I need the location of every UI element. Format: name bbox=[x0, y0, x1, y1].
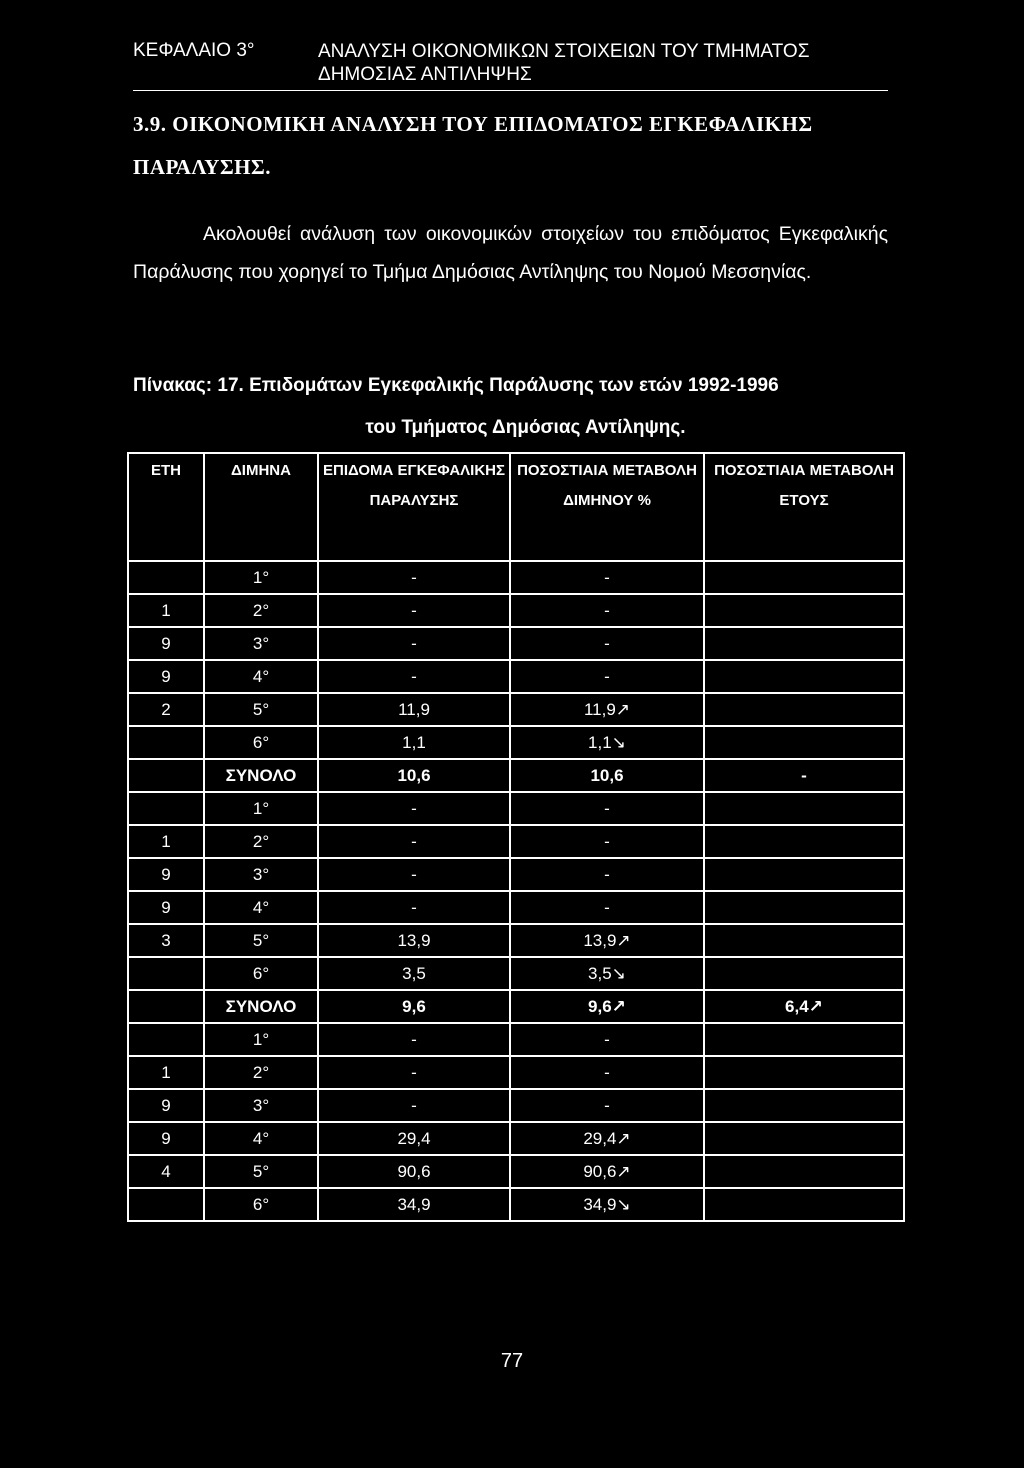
table-row bbox=[128, 561, 904, 594]
cell-change: - bbox=[510, 561, 704, 594]
cell-period: 4° bbox=[204, 660, 318, 693]
cell-annual bbox=[704, 1155, 904, 1188]
table-row bbox=[128, 1089, 904, 1122]
cell-annual bbox=[704, 1122, 904, 1155]
cell-amount: - bbox=[318, 660, 510, 693]
cell-annual bbox=[704, 693, 904, 726]
cell-annual bbox=[704, 594, 904, 627]
cell-change: - bbox=[510, 1056, 704, 1089]
header-rule bbox=[133, 90, 888, 91]
cell-period: ΣΥΝΟΛΟ bbox=[204, 759, 318, 792]
cell-year bbox=[128, 561, 204, 594]
cell-year: 1 bbox=[128, 1056, 204, 1089]
cell-year bbox=[128, 990, 204, 1023]
cell-amount: - bbox=[318, 1023, 510, 1056]
cell-annual bbox=[704, 1188, 904, 1221]
intro-paragraph: Ακολουθεί ανάλυση των οικονομικών στοιχείων του επιδόματος Εγκεφαλικής Παράλυσης που χορηγεί το Τμήμα Δημόσιας Αντίληψης του Νομού Μεσσηνίας. bbox=[133, 223, 888, 283]
cell-period: 4° bbox=[204, 891, 318, 924]
header-years: ΕΤΗ bbox=[128, 453, 204, 561]
cell-annual bbox=[704, 1023, 904, 1056]
cell-period: 6° bbox=[204, 1188, 318, 1221]
cell-change: 13,9↗ bbox=[510, 924, 704, 957]
cell-annual bbox=[704, 1056, 904, 1089]
cell-amount: - bbox=[318, 627, 510, 660]
cell-year bbox=[128, 957, 204, 990]
cell-period: 3° bbox=[204, 858, 318, 891]
cell-change: - bbox=[510, 1023, 704, 1056]
table-row bbox=[128, 1023, 904, 1056]
cell-amount: - bbox=[318, 561, 510, 594]
cell-annual bbox=[704, 1089, 904, 1122]
cell-change: 3,5↘ bbox=[510, 957, 704, 990]
cell-year bbox=[128, 1023, 204, 1056]
cell-year: 1 bbox=[128, 594, 204, 627]
cell-period: 1° bbox=[204, 792, 318, 825]
cell-amount: 90,6 bbox=[318, 1155, 510, 1188]
cell-amount: 29,4 bbox=[318, 1122, 510, 1155]
cell-amount: - bbox=[318, 1089, 510, 1122]
cell-amount: 11,9 bbox=[318, 693, 510, 726]
cell-annual bbox=[704, 561, 904, 594]
cell-year: 2 bbox=[128, 693, 204, 726]
cell-period: 5° bbox=[204, 693, 318, 726]
cell-change: - bbox=[510, 891, 704, 924]
cell-amount: - bbox=[318, 792, 510, 825]
cell-change: 1,1↘ bbox=[510, 726, 704, 759]
cell-period: 3° bbox=[204, 1089, 318, 1122]
header-periods: ΔΙΜΗΝΑ bbox=[204, 453, 318, 561]
table-row bbox=[128, 990, 904, 1023]
chapter-title-line2: ΔΗΜΟΣΙΑΣ ΑΝΤΙΛΗΨΗΣ bbox=[318, 64, 532, 85]
table-row bbox=[128, 660, 904, 693]
cell-annual: - bbox=[704, 759, 904, 792]
cell-change: - bbox=[510, 660, 704, 693]
cell-annual bbox=[704, 792, 904, 825]
cell-period: 6° bbox=[204, 957, 318, 990]
cell-year: 9 bbox=[128, 1122, 204, 1155]
cell-annual bbox=[704, 858, 904, 891]
cell-period: 5° bbox=[204, 924, 318, 957]
cell-change: - bbox=[510, 594, 704, 627]
cell-period: 2° bbox=[204, 825, 318, 858]
cell-change: 10,6 bbox=[510, 759, 704, 792]
table-row bbox=[128, 792, 904, 825]
cell-annual bbox=[704, 891, 904, 924]
table-header-row bbox=[128, 453, 904, 561]
cell-period: 5° bbox=[204, 1155, 318, 1188]
cell-change: - bbox=[510, 792, 704, 825]
cell-year bbox=[128, 759, 204, 792]
cell-amount: 1,1 bbox=[318, 726, 510, 759]
cell-change: 34,9↘ bbox=[510, 1188, 704, 1221]
cell-amount: - bbox=[318, 891, 510, 924]
table-row bbox=[128, 693, 904, 726]
table-row bbox=[128, 825, 904, 858]
table-row bbox=[128, 1056, 904, 1089]
header-period-change: ΠΟΣΟΣΤΙΑΙΑ ΜΕΤΑΒΟΛΗ ΔΙΜΗΝΟΥ % bbox=[510, 453, 704, 561]
cell-change: - bbox=[510, 825, 704, 858]
cell-annual bbox=[704, 660, 904, 693]
table-row bbox=[128, 1155, 904, 1188]
chapter-label: ΚΕΦΑΛΑΙΟ 3° bbox=[133, 40, 255, 61]
cell-period: 1° bbox=[204, 561, 318, 594]
header-amount: ΕΠΙΔΟΜΑ ΕΓΚΕΦΑΛΙΚΗΣ ΠΑΡΑΛΥΣΗΣ bbox=[318, 453, 510, 561]
cell-amount: 9,6 bbox=[318, 990, 510, 1023]
table-row bbox=[128, 957, 904, 990]
table-row bbox=[128, 627, 904, 660]
table-caption bbox=[133, 365, 888, 449]
cell-amount: - bbox=[318, 858, 510, 891]
table-row bbox=[128, 858, 904, 891]
cell-annual: 6,4↗ bbox=[704, 990, 904, 1023]
cell-change: - bbox=[510, 627, 704, 660]
cell-year bbox=[128, 792, 204, 825]
cell-year bbox=[128, 1188, 204, 1221]
cell-year: 9 bbox=[128, 627, 204, 660]
cell-period: 2° bbox=[204, 594, 318, 627]
cell-amount: - bbox=[318, 825, 510, 858]
table-row bbox=[128, 891, 904, 924]
table-row bbox=[128, 924, 904, 957]
cell-amount: - bbox=[318, 594, 510, 627]
section-title: 3.9. ΟΙΚΟΝΟΜΙΚΗ ΑΝΑΛΥΣΗ ΤΟΥ ΕΠΙΔΟΜΑΤΟΣ ΕΓΚΕΦΑΛΙΚΗΣ ΠΑΡΑΛΥΣΗΣ. bbox=[133, 112, 813, 179]
cell-period: 4° bbox=[204, 1122, 318, 1155]
cell-period: 6° bbox=[204, 726, 318, 759]
cell-change: 90,6↗ bbox=[510, 1155, 704, 1188]
table-row bbox=[128, 594, 904, 627]
chapter-title bbox=[318, 40, 908, 86]
cell-period: 2° bbox=[204, 1056, 318, 1089]
cell-amount: 3,5 bbox=[318, 957, 510, 990]
table-body bbox=[128, 561, 904, 1221]
table-caption-line1: Πίνακας: 17. Επιδομάτων Εγκεφαλικής Παράλυσης των ετών 1992-1996 bbox=[133, 375, 779, 396]
cell-annual bbox=[704, 726, 904, 759]
cell-period: 1° bbox=[204, 1023, 318, 1056]
cell-amount: 34,9 bbox=[318, 1188, 510, 1221]
table-row bbox=[128, 759, 904, 792]
cell-amount: - bbox=[318, 1056, 510, 1089]
table-caption-line2: του Τμήματος Δημόσιας Αντίληψης. bbox=[365, 417, 686, 438]
data-table bbox=[127, 452, 905, 1222]
cell-amount: 10,6 bbox=[318, 759, 510, 792]
cell-annual bbox=[704, 825, 904, 858]
page-number: 77 bbox=[500, 1350, 524, 1372]
table-row bbox=[128, 726, 904, 759]
cell-year: 9 bbox=[128, 858, 204, 891]
cell-annual bbox=[704, 957, 904, 990]
cell-year bbox=[128, 726, 204, 759]
chapter-title-line1: ΑΝΑΛΥΣΗ ΟΙΚΟΝΟΜΙΚΩΝ ΣΤΟΙΧΕΙΩΝ ΤΟΥ ΤΜΗΜΑΤΟΣ bbox=[318, 41, 810, 62]
cell-year: 9 bbox=[128, 660, 204, 693]
table-row bbox=[128, 1188, 904, 1221]
cell-amount: 13,9 bbox=[318, 924, 510, 957]
cell-change: - bbox=[510, 858, 704, 891]
cell-year: 3 bbox=[128, 924, 204, 957]
cell-change: 11,9↗ bbox=[510, 693, 704, 726]
cell-change: 29,4↗ bbox=[510, 1122, 704, 1155]
header-annual-change: ΠΟΣΟΣΤΙΑΙΑ ΜΕΤΑΒΟΛΗ ΕΤΟΥΣ bbox=[704, 453, 904, 561]
cell-year: 1 bbox=[128, 825, 204, 858]
cell-year: 4 bbox=[128, 1155, 204, 1188]
cell-change: - bbox=[510, 1089, 704, 1122]
cell-year: 9 bbox=[128, 1089, 204, 1122]
cell-change: 9,6↗ bbox=[510, 990, 704, 1023]
cell-period: 3° bbox=[204, 627, 318, 660]
cell-annual bbox=[704, 627, 904, 660]
cell-year: 9 bbox=[128, 891, 204, 924]
cell-annual bbox=[704, 924, 904, 957]
cell-period: ΣΥΝΟΛΟ bbox=[204, 990, 318, 1023]
table-row bbox=[128, 1122, 904, 1155]
